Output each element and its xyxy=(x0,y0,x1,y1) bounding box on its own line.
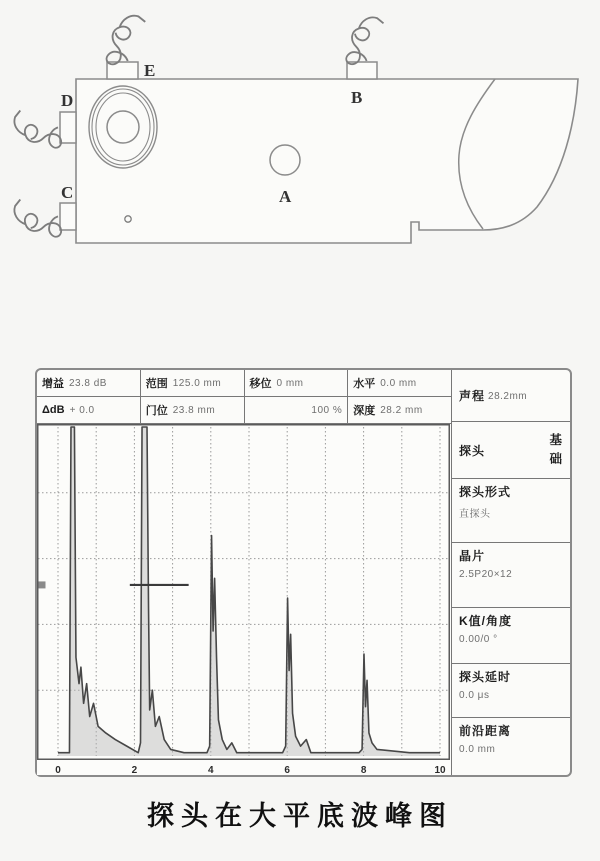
horizontal-readout: 水平 0.0 mm xyxy=(353,377,417,390)
menu-probe-delay[interactable]: 探头延时 0.0 μs xyxy=(452,664,570,718)
gain-readout: 增益 23.8 dB xyxy=(37,370,141,396)
menu-probe-basic[interactable]: 探头 基础 xyxy=(452,422,570,479)
ut-instrument-screen xyxy=(35,368,572,777)
header-row-2 xyxy=(37,397,451,424)
label-b: B xyxy=(351,88,363,107)
probe-d-cable xyxy=(14,111,61,148)
gate-amplitude-readout: 100 % xyxy=(245,397,349,423)
x-tick-label: 10 xyxy=(434,765,446,776)
x-tick-label: 0 xyxy=(55,765,61,776)
menu-probe-type[interactable]: 探头形式 直探头 xyxy=(452,479,570,543)
menu-k-value-angle[interactable]: K值/角度 0.00/0 ° xyxy=(452,608,570,664)
figure-caption: 探头在大平底波峰图 xyxy=(147,801,453,831)
menu-crystal[interactable]: 晶片 2.5P20×12 xyxy=(452,543,570,608)
probe-e-cable xyxy=(107,16,146,65)
header-row-1 xyxy=(37,370,451,397)
shift-readout: 移位 0 mm xyxy=(245,370,349,396)
gate-level-marker xyxy=(39,581,46,588)
menu-front-distance[interactable]: 前沿距离 0.0 mm xyxy=(459,724,512,755)
probe-b-cable xyxy=(346,17,383,64)
delta-db-readout: ΔdB + 0.0 xyxy=(37,397,141,423)
label-a: A xyxy=(279,187,292,206)
probe-c-cable xyxy=(14,200,61,237)
workpiece-diagram xyxy=(0,0,600,350)
gate-position-readout: 门位 23.8 mm xyxy=(141,397,245,423)
probe-c-block xyxy=(60,203,76,230)
label-e: E xyxy=(144,61,156,80)
x-tick-label: 2 xyxy=(131,765,138,776)
screen-sidebar xyxy=(452,370,570,775)
ascan-plot-area xyxy=(37,424,451,775)
label-d: D xyxy=(61,91,74,110)
plot-border xyxy=(38,425,450,760)
probe-d-block xyxy=(60,112,76,143)
depth-readout: 深度 28.2 mm xyxy=(353,404,423,417)
screen-main-area xyxy=(37,370,452,775)
ascan-svg xyxy=(37,424,450,777)
x-tick-label: 6 xyxy=(284,765,290,776)
x-tick-label: 8 xyxy=(360,765,367,776)
sound-path-readout: 声程 28.2mm xyxy=(452,370,570,422)
x-tick-label: 4 xyxy=(208,765,214,776)
label-c: C xyxy=(61,183,74,202)
range-readout: 范围 125.0 mm xyxy=(141,370,245,396)
